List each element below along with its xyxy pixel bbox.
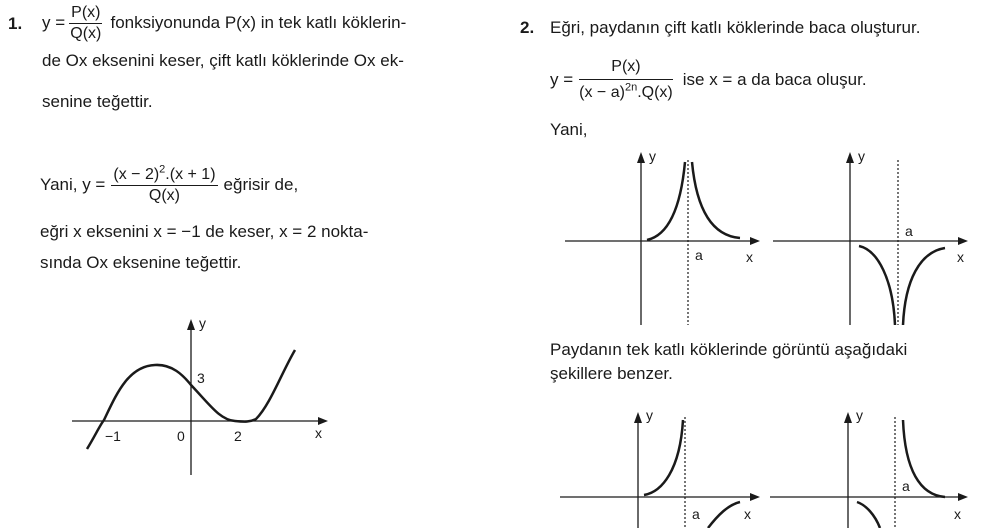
a-label: a [905,223,913,239]
section2-odd-line2: şekillere benzer. [550,364,673,383]
x-label: x [957,249,964,265]
y-label: y [649,148,656,164]
x-label: x [954,506,961,522]
x-label: x [746,249,753,265]
y-axis-label: y [199,315,206,331]
tick-2: 2 [234,428,242,444]
x-label: x [744,506,751,522]
x-axis-arrow-icon [750,493,760,501]
section1-line5: sında Ox eksenine teğettir. [40,253,242,272]
fraction-denominator: Q(x) [70,24,102,42]
fraction-numerator: P(x) [69,4,102,24]
item-number-2: 2. [520,18,535,37]
x-axis-arrow-icon [958,237,968,245]
x-axis-arrow-icon [750,237,760,245]
section1-line4: eğri x eksenini x = −1 de keser, x = 2 nokta- [40,222,369,241]
x-axis-arrow-icon [958,493,968,501]
section2-line1: Eğri, paydanın çift katlı köklerinde baca oluşturur. [550,18,921,37]
chimney-denominator: $(x - a)^{2n}.Q(x)$ [579,81,673,101]
section2-odd-line1: Paydanın tek katlı köklerinde görüntü aşağıdaki [550,340,908,359]
graph-even-down [773,152,968,325]
a-label: a [695,247,703,263]
tick-0: 0 [177,428,185,444]
section1-line3: senine teğettir. [42,92,153,111]
graph-even-up [565,152,760,325]
example-prefix: Yani, y = [40,175,106,194]
formula-lhs: y = [550,70,574,89]
example-numerator: $(x - 2)^2.(x + 1)$ [111,166,217,186]
chimney-numerator: P(x) [579,58,673,80]
y-axis-arrow-icon [637,152,645,163]
example-denominator: Q(x) [148,186,180,204]
tick-3: 3 [197,370,205,386]
y-label: y [856,407,863,423]
intro-text: fonksiyonunda P(x) in tek katlı köklerin- [110,13,407,32]
section1-line2: de Ox eksenini keser, çift katlı köklerinde Ox ek- [42,51,404,70]
formula-lhs: y = [42,13,66,32]
a-label: a [902,478,910,494]
y-label: y [646,407,653,423]
graph-odd-1 [560,412,760,528]
example-suffix: eğrisir de, [223,175,299,194]
section2-yani: Yani, [550,120,588,139]
x-axis-label: x [315,425,322,441]
graph-odd-2 [770,412,968,528]
formula-suffix: ise x = a da baca oluşur. [682,70,867,89]
y-axis-arrow-icon [634,412,642,423]
y-label: y [858,148,865,164]
a-label: a [692,506,700,522]
y-axis-arrow-icon [844,412,852,423]
item-number-1: 1. [8,14,23,33]
tick-neg1: −1 [105,428,121,444]
y-axis-arrow-icon [846,152,854,163]
